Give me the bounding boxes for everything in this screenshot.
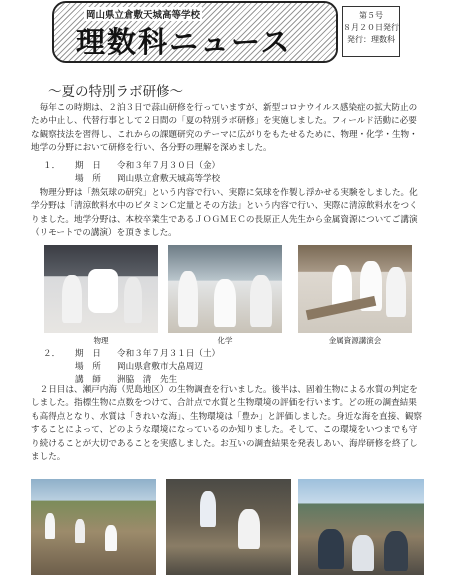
session1-text: 物理分野は「熱気球の研究」という内容で行い、実際に気球を作製し浮かせる実験をしました。化学分野は「清涼飲料水中のビタミンＣ定量とその方法」という内容で行い、実際に清涼飲料水をつくりました。地学分野は、本校卒業生であるＪＯＧＭＥＣの長原正人先生から金属資源についてご講演（リモートでの講演）を頂きました。: [31, 188, 418, 239]
shore-photo-3: [298, 479, 424, 575]
article-heading: ～夏の特別ラボ研修～: [48, 84, 183, 100]
session1-place-row: [31, 173, 220, 186]
session1-date-row: [31, 160, 220, 173]
session1-date: 令和３年７月３０日（金）: [117, 161, 221, 171]
issue-number: 第５号: [359, 11, 383, 20]
session2-place-row: [31, 361, 203, 374]
session2-lecturer: 洲脇 清 先生: [117, 375, 178, 385]
session1-place: 岡山県立倉敷天城高等学校: [117, 174, 221, 184]
physics-caption: 物理: [93, 336, 109, 345]
physics-photo: [44, 245, 158, 333]
session2-date-row: [31, 348, 220, 361]
session2-number: ２．: [43, 349, 61, 359]
session2-place: 岡山県倉敷市大畠周辺: [117, 362, 203, 372]
issue-date: ８月２０日発行: [343, 23, 399, 32]
session2-date-label: 期 日: [75, 349, 101, 359]
lecture-caption: 金属資源講演会: [328, 336, 382, 345]
session1-number: １．: [43, 161, 61, 171]
shore-photo-1: [31, 479, 156, 575]
chemistry-caption: 化学: [217, 336, 233, 345]
session2-paragraph: [31, 384, 423, 464]
session2-lecturer-label: 講 師: [75, 375, 101, 385]
session2-text: ２日目は、瀬戸内海（児島地区）の生物調査を行いました。後半は、固着生物による水質の判定をしました。指標生物に点数をつけて、合計点で水質と生物環境の評価を行います。どの班の調査結果も高得点となり、水質は「きれいな海」、生物環境は「豊か」と評価しました。身近な海を直接、観察することによって、どのような環境になっているのか知りました。そして、この環境をいつまでも守り続けることが大切であることを実感しました。お互いの調査結果を発表しあい、海岸研修を終了しました。: [31, 385, 423, 463]
session2-date: 令和３年７月３１日（土）: [117, 349, 221, 359]
shore-photo-2: [166, 479, 291, 575]
lecture-photo: [298, 245, 412, 333]
issue-info-box: [342, 6, 400, 57]
school-name: 岡山県立倉敷天城高等学校: [84, 7, 202, 21]
lead-paragraph: [31, 102, 423, 156]
chemistry-photo: [168, 245, 282, 333]
session1-place-label: 場 所: [75, 174, 101, 184]
session1-date-label: 期 日: [75, 161, 101, 171]
newsletter-title: 理数科ニュース: [76, 25, 292, 59]
session2-place-label: 場 所: [75, 362, 101, 372]
session1-paragraph: [31, 187, 423, 241]
issue-publisher: 発行：理数科: [347, 35, 395, 44]
lead-text: 毎年この時期は、２泊３日で蒜山研修を行っていますが、新型コロナウイルス感染症の拡大防止のため中止し、代替行事として２日間の「夏の特別ラボ研修」を実施しました。フィールド活動に必要な観察技法を習得し、これからの課題研究のテーマに広がりをもたせるために、物理・化学・生物・地学の分野において研修を行い、各分野の理解を深めました。: [31, 103, 418, 154]
masthead: [52, 1, 338, 63]
